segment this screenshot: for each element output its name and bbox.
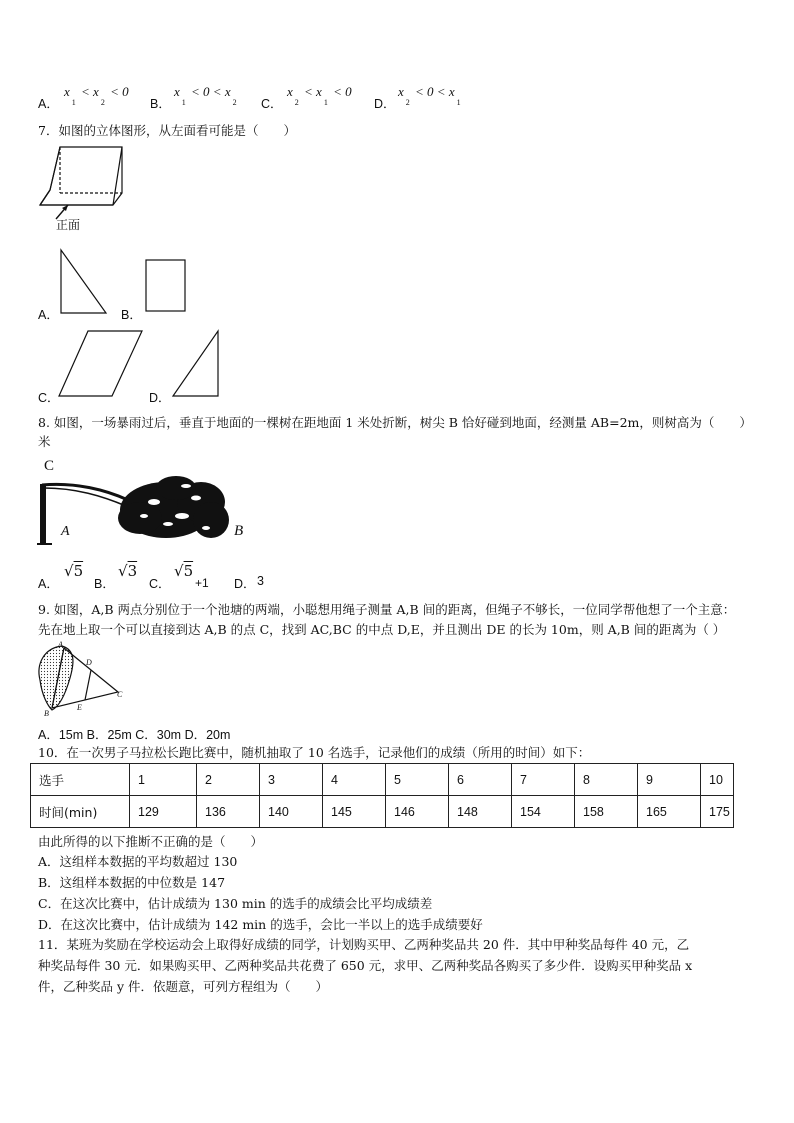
q10-option-d: D．在这次比赛中，估计成绩为 142 min 的选手，会比一半以上的选手成绩要好 — [38, 917, 483, 932]
table-cell: 148 — [449, 796, 512, 828]
table-cell: 4 — [323, 764, 386, 796]
table-cell: 129 — [130, 796, 197, 828]
table-header-player: 选手 — [31, 764, 130, 796]
table-cell: 154 — [512, 796, 575, 828]
table-cell: 175 — [701, 796, 734, 828]
q9-stem-line1: 9. 如图，A,B 两点分别位于一个池塘的两端，小聪想用绳子测量 A,B 间的距离，但绳子不够长，一位同学帮他想了一个主意： — [38, 602, 736, 617]
q11-line1: 11．某班为奖励在学校运动会上取得好成绩的同学，计划购买甲、乙两种奖品共 20 件．其中甲种奖品每件 40 元，乙 — [38, 937, 690, 952]
q7-front-label: 正面 — [56, 218, 81, 232]
q9-pond-figure — [34, 640, 130, 720]
table-cell: 7 — [512, 764, 575, 796]
table-cell: 165 — [638, 796, 701, 828]
q9-options: A．15m B．25m C．30m D．20m — [38, 728, 231, 742]
q7-option-b-letter: B． — [121, 308, 142, 322]
q8-option-d-value: 3 — [257, 574, 264, 588]
q9-label-e: E — [77, 703, 82, 712]
q6-option-d-math: $x_2 < 0 < x_1$ — [398, 84, 461, 107]
q8-option-c-sqrt: √5 — [174, 562, 194, 580]
q8-option-c-letter: C． — [149, 577, 171, 591]
q8-option-b-sqrt: √3 — [118, 562, 138, 580]
q8-option-b-letter: B． — [94, 577, 115, 591]
q8-option-a-letter: A． — [38, 577, 59, 591]
q7-stem: 7．如图的立体图形，从左面看可能是（ ） — [38, 123, 296, 138]
q7-option-a-triangle — [60, 249, 110, 315]
table-row-times — [31, 796, 734, 828]
q9-label-b: B — [44, 709, 49, 718]
q6-option-b-math: $x_1 < 0 < x_2$ — [174, 84, 237, 107]
q8-label-a: A — [61, 524, 70, 539]
q6-option-d-letter: D． — [374, 97, 396, 111]
q6-option-b-letter: B． — [150, 97, 171, 111]
table-cell: 10 — [701, 764, 734, 796]
q9-label-a: A — [58, 640, 63, 649]
q9-stem-line2: 先在地上取一个可以直接到达 A,B 的点 C，找到 AC,BC 的中点 D,E，并且测出 DE 的长为 10m，则 A,B 间的距离为（ ） — [38, 622, 726, 637]
table-cell: 3 — [260, 764, 323, 796]
table-cell: 9 — [638, 764, 701, 796]
q6-option-a-math: $x_1 < x_2 < 0$ — [64, 84, 129, 107]
q9-label-c: C — [117, 690, 123, 699]
q10-option-a: A．这组样本数据的平均数超过 130 — [38, 854, 238, 869]
q6-option-a-letter: A． — [38, 97, 59, 111]
q7-option-a-letter: A． — [38, 308, 59, 322]
table-cell: 136 — [197, 796, 260, 828]
q10-stem: 10．在一次男子马拉松长跑比赛中，随机抽取了 10 名选手，记录他们的成绩（所用的时间）如下： — [38, 745, 591, 760]
q10-option-c: C．在这次比赛中，估计成绩为 130 min 的选手的成绩会比平均成绩差 — [38, 896, 433, 911]
table-cell: 2 — [197, 764, 260, 796]
q8-option-d-letter: D． — [234, 577, 256, 591]
q10-option-b: B．这组样本数据的中位数是 147 — [38, 875, 226, 890]
q7-prism-figure — [38, 143, 138, 238]
q8-label-b: B — [234, 523, 244, 539]
q8-label-c: C — [44, 458, 55, 474]
q6-option-c-letter: C． — [261, 97, 283, 111]
q7-option-c-parallelogram — [58, 330, 144, 398]
table-cell: 146 — [386, 796, 449, 828]
table-row-players — [31, 764, 734, 796]
q11-line3: 件，乙种奖品 y 件．依题意，可列方程组为（ ） — [38, 979, 329, 994]
table-header-time: 时间(min) — [31, 796, 130, 828]
q10-question: 由此所得的以下推断不正确的是（ ） — [38, 834, 264, 849]
q10-times-table — [30, 763, 734, 828]
table-cell: 8 — [575, 764, 638, 796]
q11-line2: 种奖品每件 30 元．如果购买甲、乙两种奖品共花费了 650 元，求甲、乙两种奖品各购买了多少件．设购买甲种奖品 x — [38, 958, 693, 973]
q9-label-d: D — [86, 658, 92, 667]
q8-stem-line2: 米 — [38, 434, 51, 449]
q8-option-a-sqrt: √5 — [64, 562, 84, 580]
q8-stem-line1: 8. 如图，一场暴雨过后，垂直于地面的一棵树在距地面 1 米处折断，树尖 B 恰好碰到地面，经测量 AB=2m，则树高为（ ） — [38, 415, 752, 430]
table-cell: 158 — [575, 796, 638, 828]
q6-option-c-math: $x_2 < x_1 < 0$ — [287, 84, 352, 107]
q8-option-c-suffix: +1 — [195, 576, 209, 590]
q7-option-b-rectangle — [145, 259, 187, 313]
table-cell: 140 — [260, 796, 323, 828]
q7-option-c-letter: C． — [38, 391, 60, 405]
q7-option-d-letter: D． — [149, 391, 171, 405]
table-cell: 6 — [449, 764, 512, 796]
table-cell: 145 — [323, 796, 386, 828]
table-cell: 5 — [386, 764, 449, 796]
table-cell: 1 — [130, 764, 197, 796]
q7-option-d-triangle — [172, 330, 222, 398]
